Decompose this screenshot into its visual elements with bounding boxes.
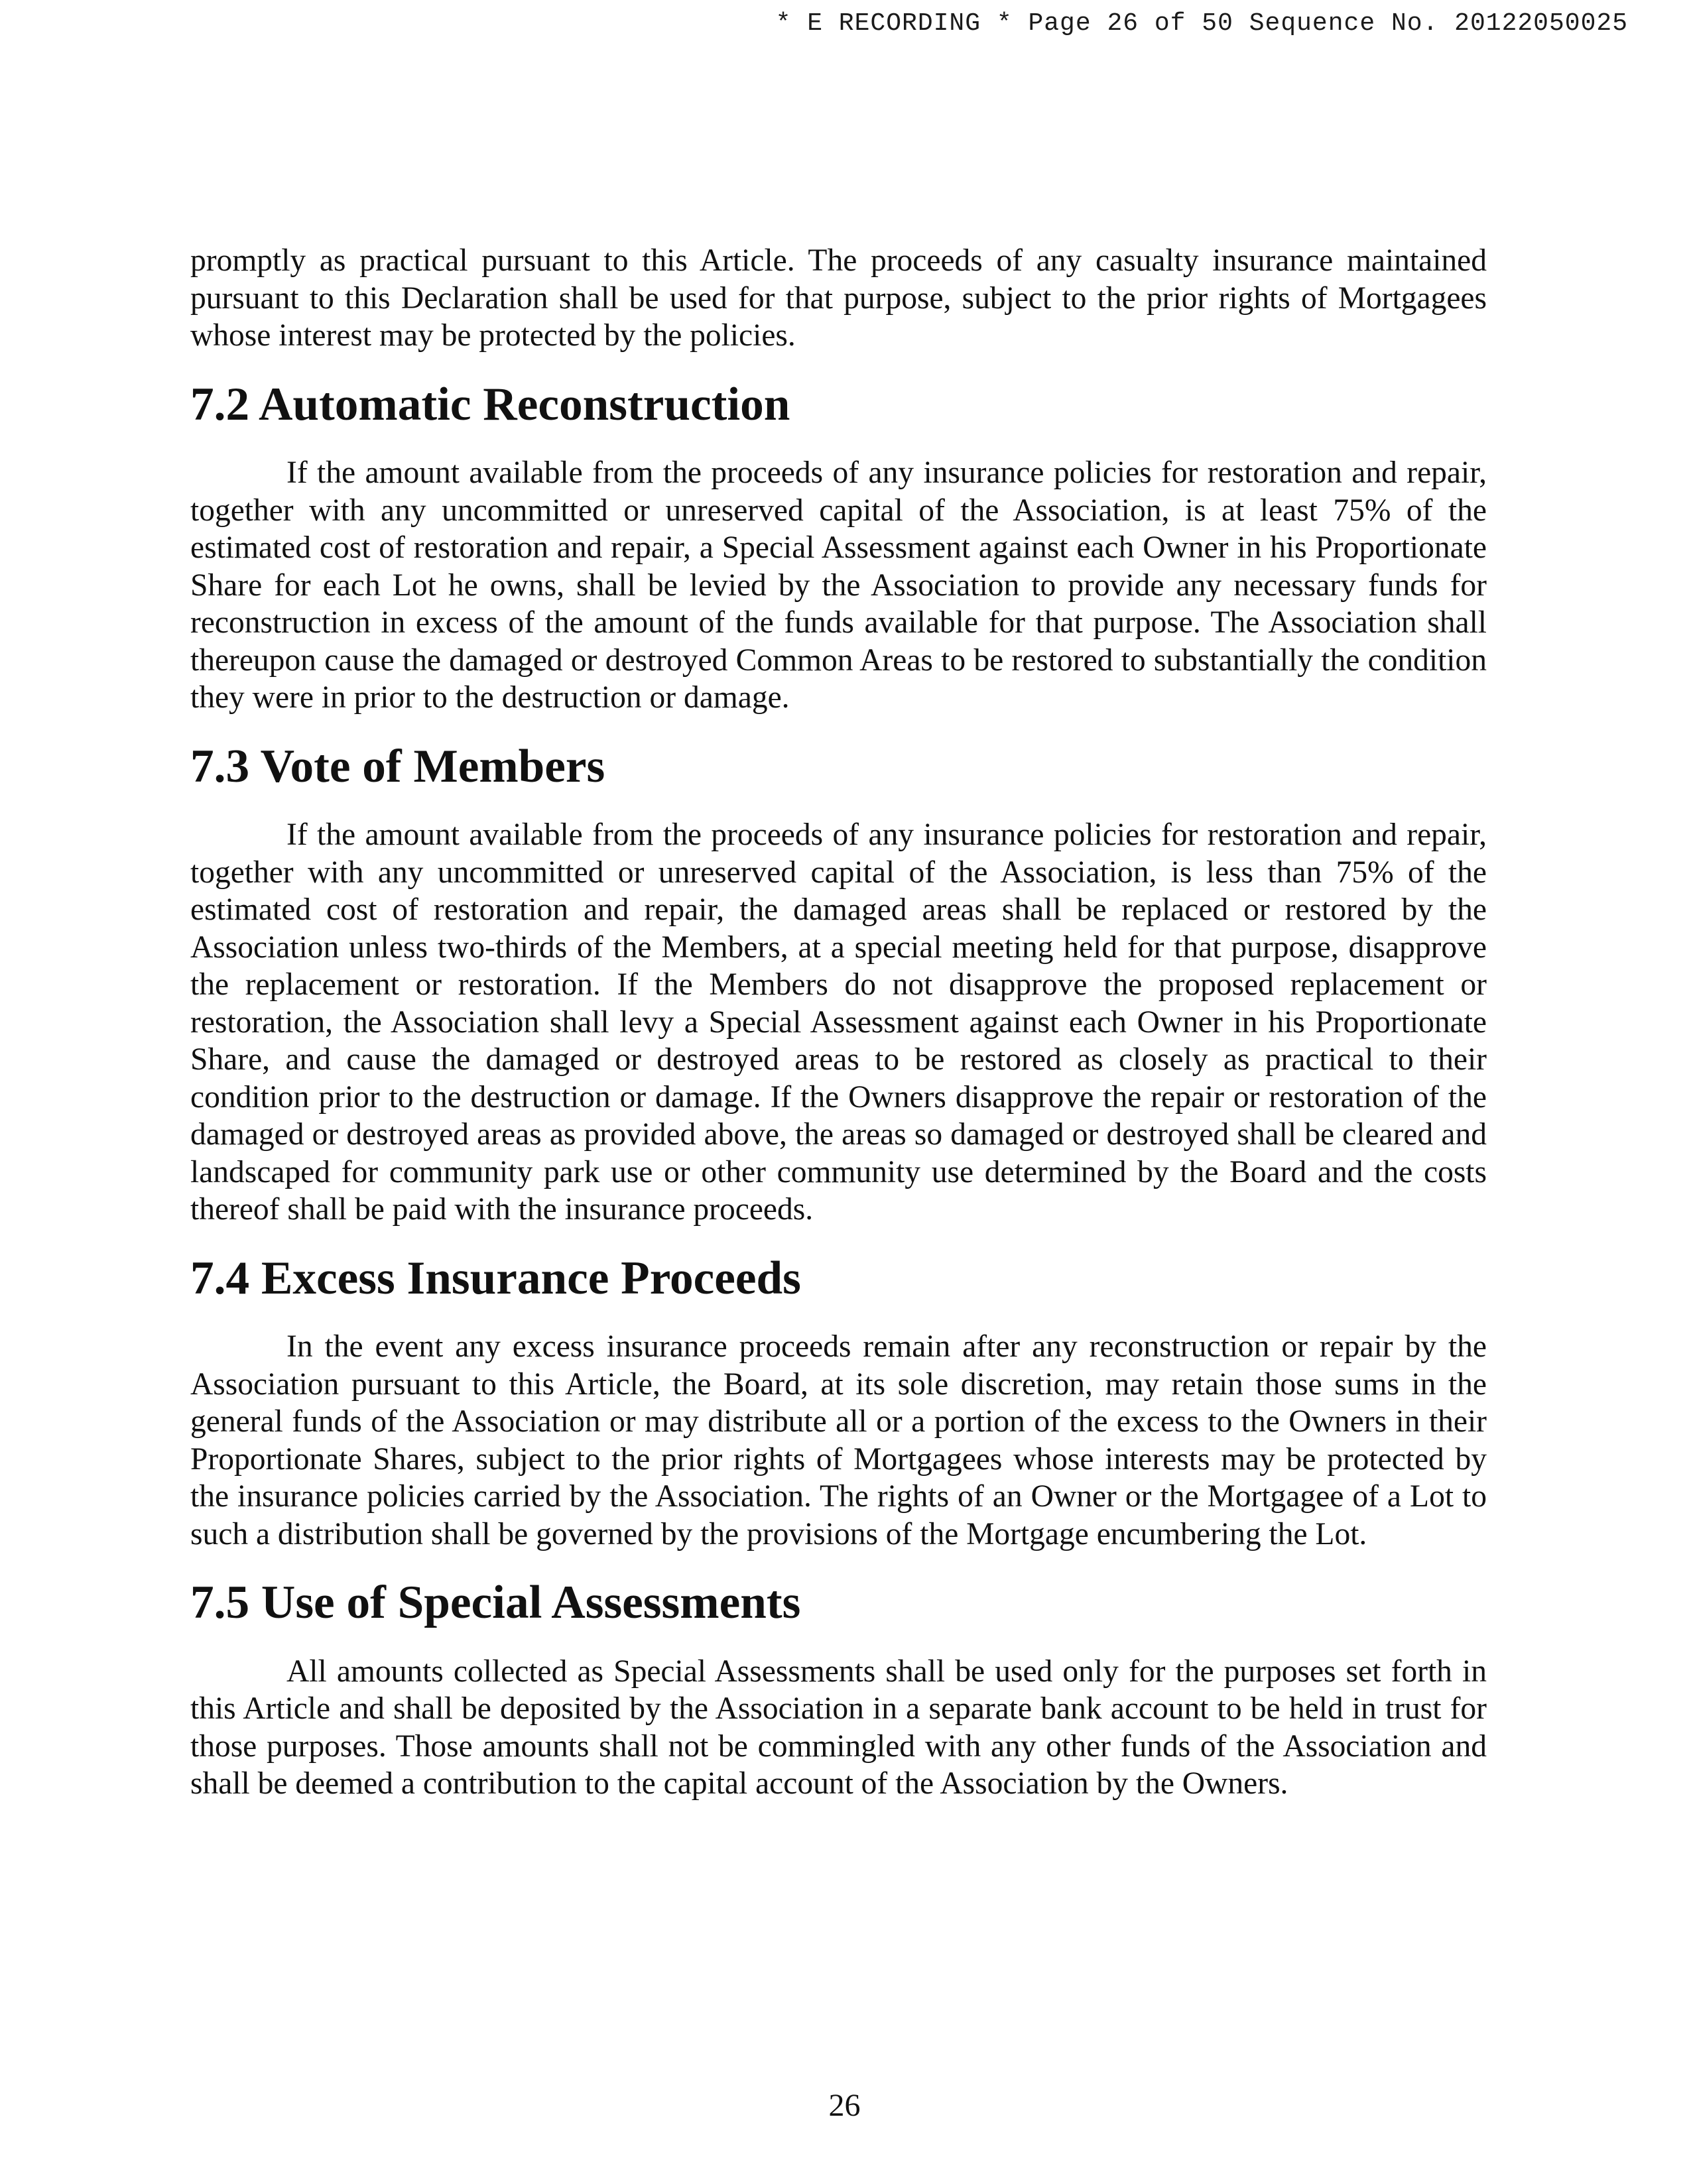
recording-header: * E RECORDING * Page 26 of 50 Sequence No. 20122050025 bbox=[775, 9, 1628, 38]
section-text-7-4: In the event any excess insurance proceeds remain after any reconstruction or repair by the Association pursuant to this Article, the Board, at its sole discretion, may retain those sums in the general funds of the Association or may distribute all or a portion of the excess to the Owners in their Proportionate Shares, subject to the prior rights of Mortgagees whose interests may be protected by the insurance policies carried by the Association. The rights of an Owner or the Mortgagee of a Lot to such a distribution shall be governed by the provisions of the Mortgage encumbering the Lot. bbox=[190, 1329, 1487, 1551]
section-heading-7-4: 7.4 Excess Insurance Proceeds bbox=[190, 1252, 801, 1304]
section-text-7-5: All amounts collected as Special Assessments shall be used only for the purposes set forth in this Article and shall be deposited by the Association in a separate bank account to be held in trust for those purposes. Those amounts shall not be commingled with any other funds of the Association and shall be deemed a contribution to the capital account of the Association by the Owners. bbox=[190, 1654, 1487, 1801]
section-heading-7-2: 7.2 Automatic Reconstruction bbox=[190, 378, 790, 430]
page-number: 26 bbox=[828, 2088, 861, 2123]
document-body bbox=[190, 242, 1487, 1803]
section-text-7-2: If the amount available from the proceeds of any insurance policies for restoration and repair, together with any uncommitted or unreserved capital of the Association, is at least 75% of the estimated cost of restoration and repair, a Special Assessment against each Owner in his Proportionate Share for each Lot he owns, shall be levied by the Association to provide any necessary funds for reconstruction in excess of the amount of the funds available for that purpose. The Association shall thereupon cause the damaged or destroyed Common Areas to be restored to substantially the condition they were in prior to the destruction or damage. bbox=[190, 455, 1487, 715]
section-heading-7-3: 7.3 Vote of Members bbox=[190, 740, 605, 792]
section-text-7-3: If the amount available from the proceeds of any insurance policies for restoration and repair, together with any uncommitted or unreserved capital of the Association, is less than 75% of the estimated cost of restoration and repair, the damaged areas shall be replaced or restored by the Association unless two-thirds of the Members, at a special meeting held for that purpose, disapprove the replacement or restoration. If the Members do not disapprove the proposed replacement or restoration, the Association shall levy a Special Assessment against each Owner in his Proportionate Share, and cause the damaged or destroyed areas to be restored as closely as practical to their condition prior to the destruction or damage. If the Owners disapprove the repair or restoration of the damaged or destroyed areas as provided above, the areas so damaged or destroyed shall be cleared and landscaped for community park use or other community use determined by the Board and the costs thereof shall be paid with the insurance proceeds. bbox=[190, 818, 1487, 1227]
section-heading-7-5: 7.5 Use of Special Assessments bbox=[190, 1577, 801, 1628]
intro-paragraph: promptly as practical pursuant to this Article. The proceeds of any casualty insurance maintained pursuant to this Declaration shall be used for that purpose, subject to the prior rights of Mortgagees whose interest may be protected by the policies. bbox=[190, 243, 1487, 353]
